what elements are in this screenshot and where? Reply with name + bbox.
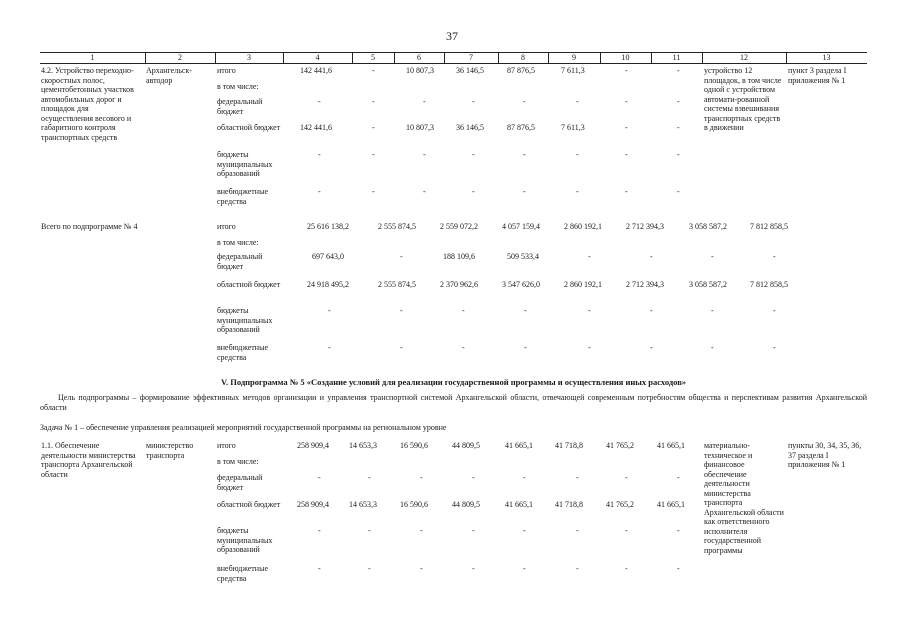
value-cell: 2 559 072,2 [440, 222, 478, 231]
value-cell: 87 876,5 [507, 66, 535, 75]
link-cell: пункты 30, 34, 35, 36, 37 раздела I приложения № 1 [788, 441, 862, 469]
value-cell: - [372, 187, 375, 196]
value-cell: - [625, 150, 628, 159]
value-cell: 44 809,5 [452, 500, 480, 509]
row-label: итого [217, 66, 236, 75]
value-cell: - [576, 187, 579, 196]
value-cell: 2 712 394,3 [626, 280, 664, 289]
value-cell: - [625, 97, 628, 106]
header-col-3: 3 [247, 53, 251, 62]
value-cell: - [368, 526, 371, 535]
row-label: внебюджетные средства [217, 564, 268, 583]
value-cell: 7 812 858,5 [750, 222, 788, 231]
value-cell: - [420, 526, 423, 535]
value-cell: 41 718,8 [555, 441, 583, 450]
value-cell: - [523, 564, 526, 573]
total-name-cell: Всего по подпрограмме № 4 [41, 222, 138, 231]
value-cell: - [368, 564, 371, 573]
section-goal: Цель подпрограммы – формирование эффективных методов организации и управления транспортной системой Архангельской области, отвечающей современным потребностям общества и перспективам развития Архангельской области [40, 393, 867, 412]
value-cell: - [523, 473, 526, 482]
value-cell: - [576, 526, 579, 535]
value-cell: 7 611,3 [561, 66, 585, 75]
header-col-7: 7 [469, 53, 473, 62]
header-col-10: 10 [621, 53, 630, 62]
value-cell: - [711, 306, 714, 315]
row-label: федеральный бюджет [217, 97, 263, 116]
value-cell: 7 611,3 [561, 123, 585, 132]
value-cell: 2 860 192,1 [564, 222, 602, 231]
header-col-11: 11 [672, 53, 681, 62]
value-cell: - [576, 473, 579, 482]
result-cell: устройство 12 площадок, в том числе одной с устройством автомати-рованной системы взвешивания транспортных средств в движении [704, 66, 782, 132]
value-cell: - [523, 97, 526, 106]
value-cell: - [625, 564, 628, 573]
value-cell: 41 665,1 [505, 441, 533, 450]
value-cell: 142 441,6 [300, 123, 332, 132]
value-cell: - [523, 526, 526, 535]
value-cell: - [773, 343, 776, 352]
value-cell: 25 616 138,2 [307, 222, 349, 231]
header-col-2: 2 [178, 53, 182, 62]
value-cell: 44 809,5 [452, 441, 480, 450]
value-cell: - [625, 473, 628, 482]
page-number: 37 [446, 29, 458, 43]
activity-name-cell: 4.2. Устройство переходно-скоростных полос, цементобетонных участков автомобильных дорог и площадок для осуществления весового и габаритного контроля транспортных средств [41, 66, 134, 142]
row-label: в том числе: [217, 238, 259, 247]
row-label: федеральный бюджет [217, 473, 263, 492]
row-label: бюджеты муниципальных образований [217, 306, 273, 334]
value-cell: - [462, 343, 465, 352]
value-cell: - [711, 343, 714, 352]
value-cell: - [372, 97, 375, 106]
value-cell: 14 653,3 [349, 500, 377, 509]
value-cell: 10 807,3 [406, 123, 434, 132]
value-cell: 697 643,0 [312, 252, 344, 261]
header-col-6: 6 [417, 53, 421, 62]
value-cell: - [524, 306, 527, 315]
value-cell: - [420, 473, 423, 482]
value-cell: - [462, 306, 465, 315]
value-cell: 10 807,3 [406, 66, 434, 75]
value-cell: - [523, 187, 526, 196]
value-cell: - [372, 66, 375, 75]
value-cell: - [368, 473, 371, 482]
value-cell: - [625, 526, 628, 535]
value-cell: - [523, 150, 526, 159]
value-cell: 2 860 192,1 [564, 280, 602, 289]
value-cell: 41 765,2 [606, 500, 634, 509]
row-label: областной бюджет [217, 123, 281, 132]
value-cell: - [400, 306, 403, 315]
value-cell: - [420, 564, 423, 573]
value-cell: - [677, 66, 680, 75]
value-cell: 16 590,6 [400, 500, 428, 509]
value-cell: - [372, 123, 375, 132]
value-cell: - [625, 123, 628, 132]
value-cell: - [318, 564, 321, 573]
value-cell: - [677, 564, 680, 573]
value-cell: 41 665,1 [657, 441, 685, 450]
value-cell: 36 146,5 [456, 66, 484, 75]
value-cell: 41 665,1 [657, 500, 685, 509]
value-cell: - [677, 97, 680, 106]
value-cell: - [650, 306, 653, 315]
value-cell: - [423, 187, 426, 196]
value-cell: - [625, 187, 628, 196]
value-cell: - [318, 150, 321, 159]
value-cell: 258 909,4 [297, 500, 329, 509]
value-cell: - [576, 564, 579, 573]
value-cell: - [472, 150, 475, 159]
row-label: бюджеты муниципальных образований [217, 150, 273, 178]
value-cell: - [773, 252, 776, 261]
executor-cell: Архангельск-автодор [146, 66, 192, 85]
value-cell: - [677, 473, 680, 482]
section-task: Задача № 1 – обеспечение управления реализацией мероприятий государственной программы на региональном уровне [40, 423, 447, 432]
value-cell: - [576, 97, 579, 106]
value-cell: 142 441,6 [300, 66, 332, 75]
executor-cell: министерство транспорта [146, 441, 194, 460]
value-cell: - [650, 252, 653, 261]
value-cell: - [650, 343, 653, 352]
value-cell: - [472, 564, 475, 573]
value-cell: 2 555 874,5 [378, 222, 416, 231]
link-cell: пункт 3 раздела I приложения № 1 [788, 66, 847, 85]
value-cell: 2 370 962,6 [440, 280, 478, 289]
value-cell: - [625, 66, 628, 75]
value-cell: - [318, 473, 321, 482]
value-cell: - [588, 343, 591, 352]
value-cell: - [677, 123, 680, 132]
value-cell: 14 653,3 [349, 441, 377, 450]
value-cell: - [472, 187, 475, 196]
row-label: в том числе: [217, 457, 259, 466]
value-cell: 36 146,5 [456, 123, 484, 132]
value-cell: 3 058 587,2 [689, 280, 727, 289]
header-col-4: 4 [315, 53, 320, 62]
value-cell: 2 555 874,5 [378, 280, 416, 289]
activity-name-cell: 1.1. Обеспечение деятельности министерства транспорта Архангельской области [41, 441, 136, 479]
value-cell: - [328, 306, 331, 315]
value-cell: - [677, 150, 680, 159]
result-cell: материально-техническое и финансовое обеспечение деятельности министерства транспорта Архангельской области как ответственного исполнителя государственной программы [704, 441, 784, 555]
header-col-8: 8 [521, 53, 525, 62]
value-cell: 24 918 495,2 [307, 280, 349, 289]
value-cell: - [472, 97, 475, 106]
value-cell: - [423, 97, 426, 106]
row-label: итого [217, 441, 236, 450]
value-cell: - [472, 473, 475, 482]
value-cell: 188 109,6 [443, 252, 475, 261]
value-cell: - [318, 97, 321, 106]
row-label: областной бюджет [217, 280, 281, 289]
table-header-row [40, 52, 867, 64]
header-col-13: 13 [822, 53, 831, 62]
value-cell: 7 812 858,5 [750, 280, 788, 289]
row-label: областной бюджет [217, 500, 281, 509]
value-cell: - [328, 343, 331, 352]
row-label: в том числе: [217, 82, 259, 91]
value-cell: - [773, 306, 776, 315]
section-heading: V. Подпрограмма № 5 «Создание условий для реализации государственной программы и осуществления иных расходов» [220, 377, 687, 387]
value-cell: 509 533,4 [507, 252, 539, 261]
row-label: внебюджетные средства [217, 187, 268, 206]
row-label: федеральный бюджет [217, 252, 263, 271]
value-cell: 41 665,1 [505, 500, 533, 509]
value-cell: - [372, 150, 375, 159]
value-cell: - [318, 187, 321, 196]
value-cell: 4 057 159,4 [502, 222, 540, 231]
row-label: итого [217, 222, 236, 231]
value-cell: 41 765,2 [606, 441, 634, 450]
value-cell: - [711, 252, 714, 261]
value-cell: - [318, 526, 321, 535]
value-cell: - [576, 150, 579, 159]
header-col-12: 12 [740, 53, 748, 62]
value-cell: 3 058 587,2 [689, 222, 727, 231]
value-cell: 258 909,4 [297, 441, 329, 450]
value-cell: - [524, 343, 527, 352]
value-cell: - [400, 252, 403, 261]
header-col-1: 1 [90, 53, 95, 62]
row-label: внебюджетные средства [217, 343, 268, 362]
value-cell: - [400, 343, 403, 352]
value-cell: 2 712 394,3 [626, 222, 664, 231]
value-cell: 16 590,6 [400, 441, 428, 450]
row-label: бюджеты муниципальных образований [217, 526, 273, 554]
value-cell: - [677, 187, 680, 196]
value-cell: - [423, 150, 426, 159]
value-cell: - [677, 526, 680, 535]
value-cell: - [588, 252, 591, 261]
value-cell: - [588, 306, 591, 315]
value-cell: 3 547 626,0 [502, 280, 540, 289]
value-cell: 41 718,8 [555, 500, 583, 509]
header-col-9: 9 [572, 53, 576, 62]
value-cell: - [472, 526, 475, 535]
header-col-5: 5 [371, 53, 375, 62]
value-cell: 87 876,5 [507, 123, 535, 132]
